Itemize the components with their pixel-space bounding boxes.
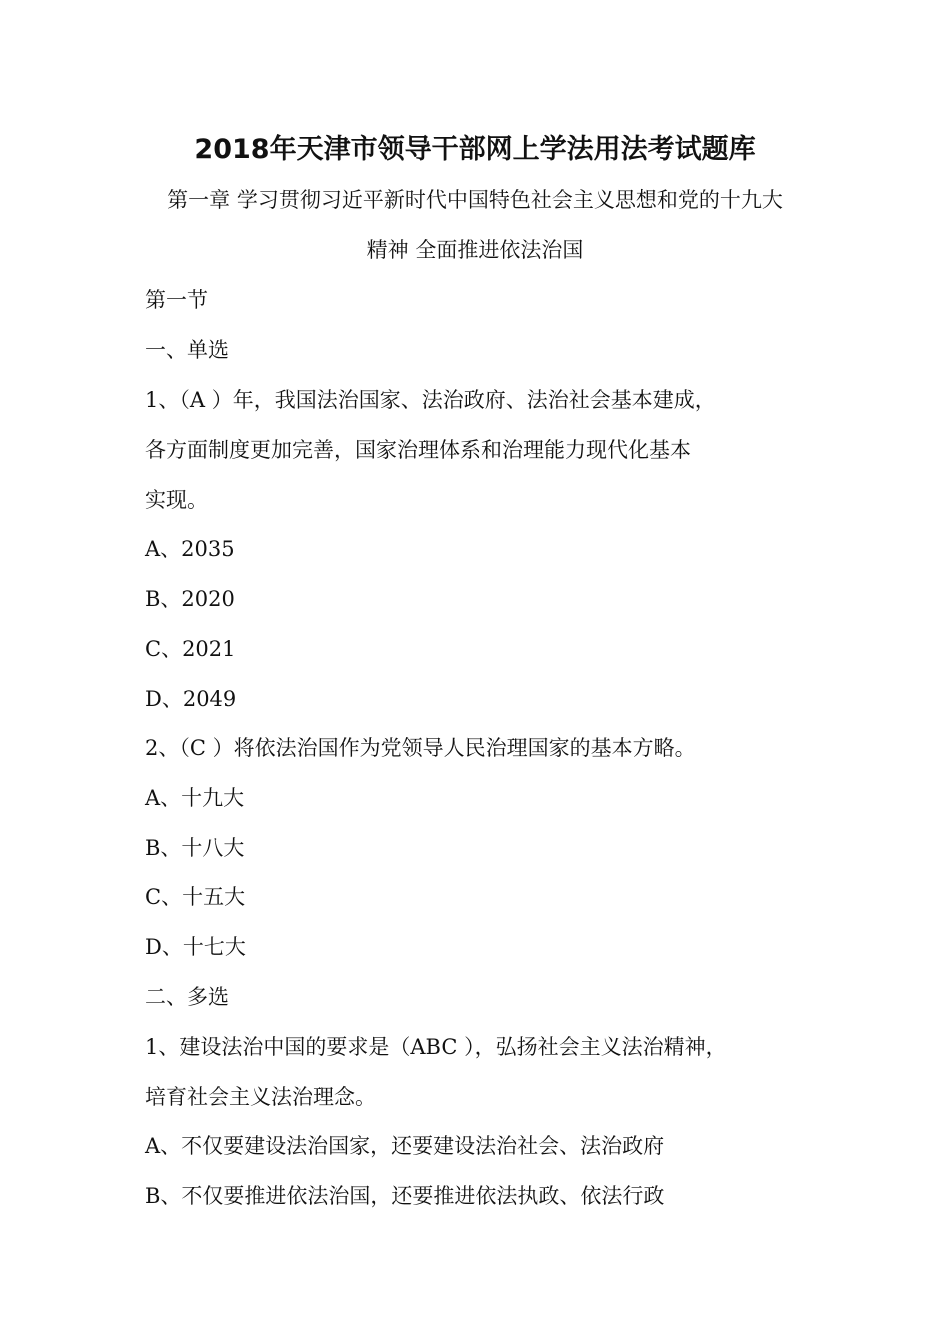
option-b: B、十八大 [145, 836, 245, 860]
question-text-line: 培育社会主义法治理念。 [145, 1085, 376, 1109]
question-text-line: 各方面制度更加完善，国家治理体系和治理能力现代化基本 [145, 438, 691, 462]
option-d: D、十七大 [145, 935, 246, 959]
option-c: C、十五大 [145, 885, 246, 909]
multiple-choice-heading: 二、多选 [145, 985, 229, 1009]
question-text-line: 1、（A ）年，我国法治国家、法治政府、法治社会基本建成， [145, 388, 716, 412]
option-a: A、不仅要建设法治国家，还要建设法治社会、法治政府 [145, 1134, 665, 1158]
section-heading: 第一节 [145, 288, 208, 312]
question-text-line: 2、（C ）将依法治国作为党领导人民治理国家的基本方略。 [145, 736, 696, 760]
single-choice-heading: 一、单选 [145, 338, 229, 362]
option-a: A、十九大 [145, 786, 245, 810]
chapter-heading-line-2: 精神 全面推进依法治国 [366, 238, 584, 262]
chapter-heading-line-1: 第一章 学习贯彻习近平新时代中国特色社会主义思想和党的十九大 [167, 188, 783, 212]
option-d: D、2049 [145, 687, 237, 711]
option-b: B、不仅要推进依法治国，还要推进依法执政、依法行政 [145, 1184, 665, 1208]
question-text-line: 实现。 [145, 488, 208, 512]
document-title: 2018年天津市领导干部网上学法用法考试题库 [194, 134, 756, 165]
option-c: C、2021 [145, 637, 236, 661]
option-a: A、2035 [145, 537, 235, 561]
question-text-line: 1、建设法治中国的要求是（ABC ），弘扬社会主义法治精神， [145, 1035, 727, 1059]
option-b: B、2020 [145, 587, 235, 611]
